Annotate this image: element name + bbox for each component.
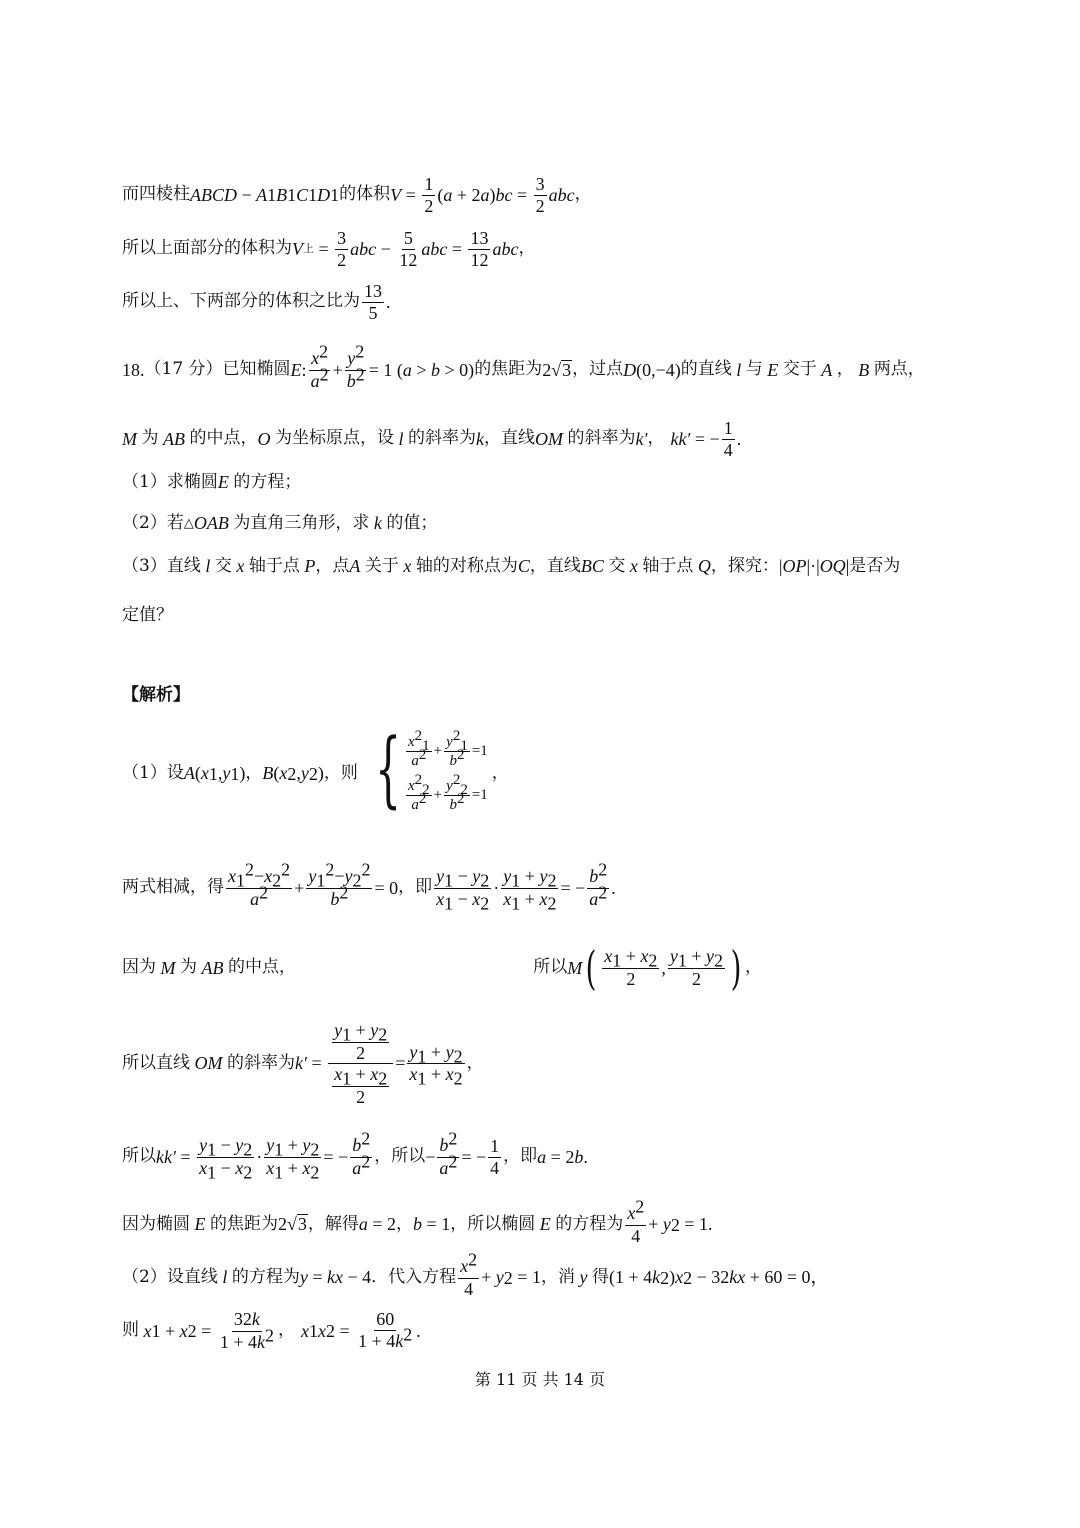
text: 的方程； xyxy=(233,471,302,492)
solution-line-7: （2）设直线 l 的方程为 y = kx − 4 ．代入方程 $\frac{x^2}{4}$ + y 2 = 1 ，消 y 得 (1 + 4 k 2 ) x 2 − 32 kx + 60 = 0， xyxy=(122,1249,829,1299)
text: 所以 xyxy=(533,957,568,978)
text: （2）设直线 xyxy=(122,1266,218,1287)
text: ，即 xyxy=(503,1146,538,1167)
text: ，即 xyxy=(398,877,433,898)
text: （3）直线 xyxy=(122,555,201,576)
text: 的值； xyxy=(386,512,438,533)
text: ，解得 xyxy=(307,1213,359,1234)
text: （2）若 xyxy=(122,512,184,533)
text: 所以直线 xyxy=(122,1052,190,1073)
text: 为 xyxy=(180,957,197,978)
solution-line-2: 两式相减，得 $\frac{x_1^2-x_2^2}{a^2}$ + $\frac{y_1^2-y_2^2}{b^2}$ = 0 ，即 $\frac{y_1 - y_2}{x_1 - x_2}$ · $\frac{y_1 + y_2}{x_1 + x_2}$ = − $\frac{b^2}{a^2}$ . xyxy=(122,859,616,913)
text: 的焦距为 xyxy=(474,359,543,380)
text: 轴于点 xyxy=(642,555,694,576)
question-2: （2）若 △ OAB 为直角三角形，求 k 的值； xyxy=(122,512,438,533)
text: 的斜率为 xyxy=(567,428,636,449)
solution-line-3: 因为 M 为 AB 的中点， 所以 M ( $\frac{x_1 + x_2}{2}$ , $\frac{y_1 + y_2}{2}$ ) ， xyxy=(122,941,762,995)
text: ，点 xyxy=(315,555,350,576)
text: 的方程为 xyxy=(231,1266,300,1287)
text: 交于 xyxy=(782,359,817,380)
text: 的体积 xyxy=(339,184,391,205)
solution-line-1: （1）设 A ( x 1 , y 1 ) ， B ( x 2 , y 2 ) ，则 { $\frac{x^2_1}{a^2}$ + $\frac{y^2_1}{b^2}$ =1 $\frac{x^2_2}{a^2}$ + $\frac{y^2_2}{b^2}$ =1 ， xyxy=(122,722,509,817)
text: 的直线 xyxy=(680,359,732,380)
text: 两式相减，得 xyxy=(122,877,224,898)
text: （1）求椭圆 xyxy=(122,471,218,492)
text: ， xyxy=(836,359,854,380)
text: 为坐标原点，设 xyxy=(275,428,394,449)
text: 的中点， xyxy=(228,957,296,978)
text: ， xyxy=(245,762,263,783)
prev-line-2: 所以上面部分的体积为 V 上 = $\frac{3}{2}$ abc − $\frac{5}{12}$ abc = $\frac{13}{12}$ abc ， xyxy=(122,228,536,270)
text: （1）设 xyxy=(122,762,184,783)
text: ，过点 xyxy=(572,359,624,380)
text: 是否为 xyxy=(849,555,901,576)
text: 【解析】 xyxy=(122,685,190,705)
equation-system: { $\frac{x^2_1}{a^2}$ + $\frac{y^2_1}{b^2}$ =1 $\frac{x^2_2}{a^2}$ + $\frac{y^2_2}{b^2}$ =1 xyxy=(374,722,488,817)
text: ，则 xyxy=(323,762,358,783)
text: 所以 xyxy=(122,1146,156,1167)
text: 关于 xyxy=(364,555,399,576)
text: 轴于点 xyxy=(248,555,300,576)
text: ．代入方程 xyxy=(371,1266,457,1287)
solution-header xyxy=(122,686,190,706)
prev-line-1: 而四棱柱 ABCD − A 1 B 1 C 1 D 1 的体积 V = $\frac{1}{2}$ ( a + 2 a ) bc = $\frac{3}{2}$ abc ， xyxy=(122,174,592,216)
prev-line-3: 所以上、下两部分的体积之比为 $\frac{13}{5}$ . xyxy=(122,281,391,323)
text: 为直角三角形，求 xyxy=(233,512,370,533)
text: 交 xyxy=(214,555,232,576)
text: （17 分）已知椭圆 xyxy=(144,359,291,380)
text: 因为椭圆 xyxy=(122,1213,190,1234)
text: 与 xyxy=(745,359,763,380)
problem-line-1: 18. （17 分）已知椭圆 E : $\frac{x^2}{a^2}$ + $\frac{y^2}{b^2}$ = 1 ( a > b > 0) 的焦距为 2 √ 3 ，过点 D (0,−4) 的直线 l 与 E 交于 A ， B 两点， xyxy=(122,341,925,391)
text: ，探究： xyxy=(710,555,779,576)
text: ，直线 xyxy=(529,555,581,576)
problem-line-2: M 为 AB 的中点， O 为坐标原点，设 l 的斜率为 k ，直线 OM 的斜率为 k′ ， kk′ = − $\frac{1}{4}$ . xyxy=(122,418,742,460)
text: 的焦距为 xyxy=(210,1213,278,1234)
solution-line-6: 因为椭圆 E 的焦距为 2 √ 3 ，解得 a = 2 ， b = 1 ，所以椭圆 E 的方程为 $\frac{x^2}{4}$ + y 2 = 1. xyxy=(122,1196,713,1246)
text: ， xyxy=(396,1213,414,1234)
text: 定值？ xyxy=(122,605,173,625)
text: 因为 xyxy=(122,957,156,978)
text: ，所以椭圆 xyxy=(450,1213,536,1234)
text: 两点， xyxy=(873,359,925,380)
text: 则 xyxy=(122,1320,139,1341)
text: ，直线 xyxy=(484,428,536,449)
text: 的斜率为 xyxy=(408,428,477,449)
text: 为 xyxy=(141,428,159,449)
text: 的中点， xyxy=(189,428,258,449)
solution-line-4: 所以直线 OM 的斜率为 k′ = $\frac{\frac{y_1 + y_2}{2}}{\frac{x_1 + x_2}{2}}$ = $\frac{y_1 + y_2}{x_1 + x_2}$ ， xyxy=(122,1020,484,1107)
text: 所以上、下两部分的体积之比为 xyxy=(122,291,360,312)
text: 轴的对称点为 xyxy=(415,555,518,576)
page-footer: 第 11 页 共 14 页 xyxy=(474,1370,606,1389)
question-1: （1）求椭圆 E 的方程； xyxy=(122,471,302,492)
text: 而四棱柱 xyxy=(122,184,190,205)
question-3-cont xyxy=(122,606,173,626)
solution-line-5: 所以 kk′ = $\frac{y_1 - y_2}{x_1 - x_2}$ · $\frac{y_1 + y_2}{x_1 + x_2}$ = − $\frac{b^2}{a^2}$ ，所以 − $\frac{b^2}{a^2}$ = − $\frac{1}{4}$ ，即 a = 2 b . xyxy=(122,1128,588,1182)
text: ，所以 xyxy=(374,1146,426,1167)
text: ，消 xyxy=(540,1266,575,1287)
solution-line-8: 则 x 1 + x 2 = $\frac{32k}{1 + 4k^2}$ ， x 1 x 2 = $\frac{60}{1 + 4k^2}$ . xyxy=(122,1309,421,1352)
question-3: （3）直线 l 交 x 轴于点 P ，点 A 关于 x 轴的对称点为 C ，直线 BC 交 x 轴于点 Q ，探究： | OP |·| OQ | 是否为 xyxy=(122,555,901,576)
text: 得 xyxy=(591,1266,609,1287)
text: 的斜率为 xyxy=(227,1052,295,1073)
text: ， xyxy=(647,428,665,449)
text: 的方程为 xyxy=(555,1213,624,1234)
text: 所以上面部分的体积为 xyxy=(122,238,292,259)
problem-number: 18. xyxy=(122,359,145,380)
text: 交 xyxy=(608,555,626,576)
